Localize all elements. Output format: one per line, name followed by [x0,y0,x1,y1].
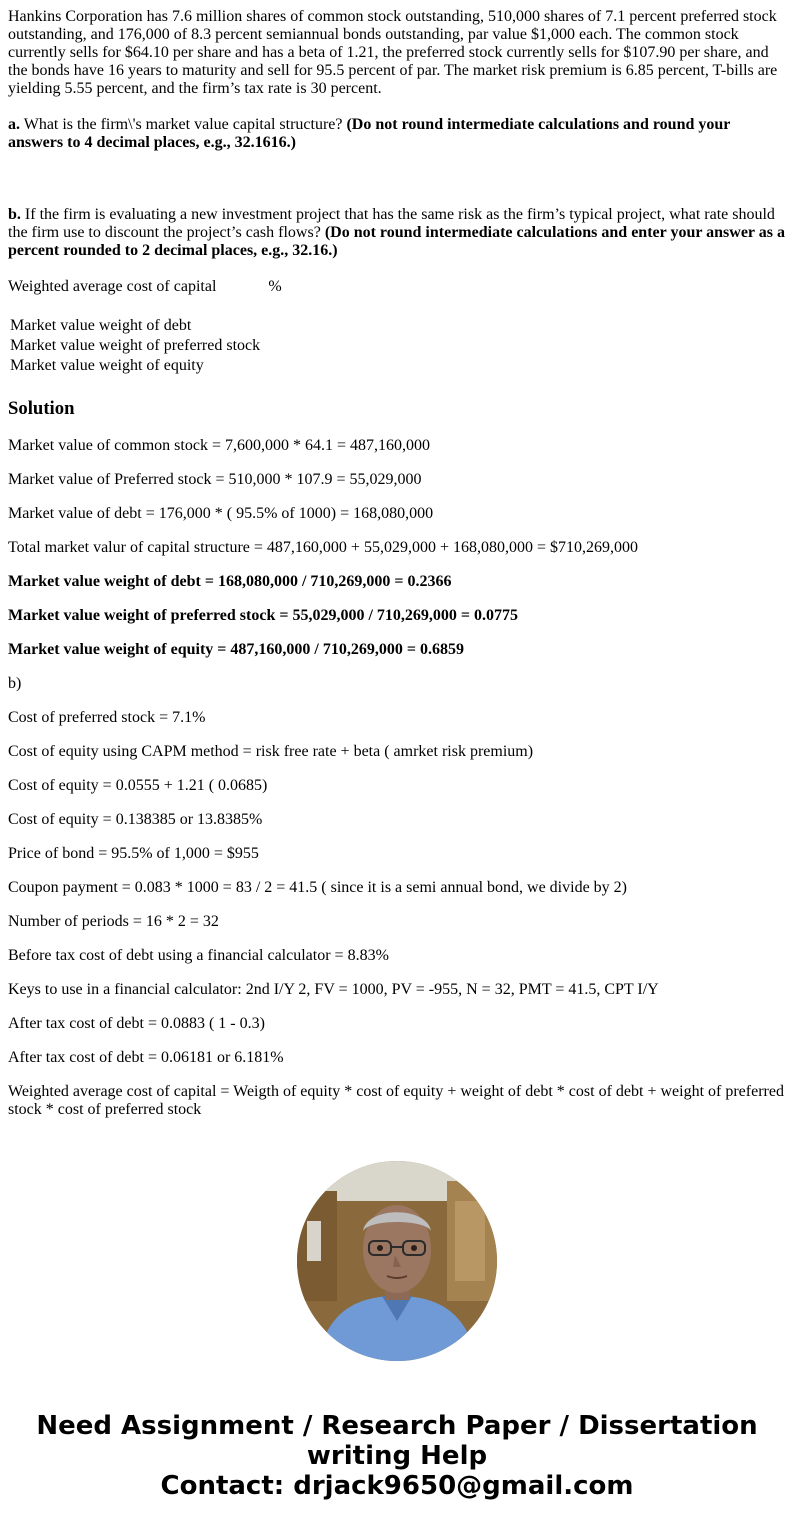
solution-line: Before tax cost of debt using a financial calculator = 8.83% [8,947,389,964]
solution-line: Cost of equity = 0.138385 or 13.8385% [8,811,263,828]
solution-body [8,437,786,1119]
part-a-label: a. [8,116,20,133]
promo-footer [0,1411,794,1501]
part-a-text: What is the firm\'s market value capital structure? [20,116,347,133]
wacc-label: Weighted average cost of capital [8,278,217,295]
solution-line: Market value of debt = 176,000 * ( 95.5% of 1000) = 168,080,000 [8,505,434,522]
footer-contact: Contact: drjack9650@gmail.com [160,1471,634,1501]
solution-line: Cost of preferred stock = 7.1% [8,709,206,726]
weights-table [8,316,786,376]
question-part-a [8,116,786,152]
wacc-unit: % [268,278,282,295]
page [0,8,794,1119]
weight-row-equity: Market value weight of equity [10,357,204,374]
solution-line-bold [8,641,786,659]
question-intro: Hankins Corporation has 7.6 million shares of common stock outstanding, 510,000 shares of 7.1 percent preferred stock outstanding, and 176,000 of 8.3 percent semiannual bonds outstanding, par value $1,000 each. The common stock currently sells for $64.10 per share and has a beta of 1.21, the preferred stock currently sells for $107.90 per share, and the bonds have 16 years to maturity and sell for 95.5 percent of par. The market risk premium is 6.85 percent, T-bills are yielding 5.55 percent, and the firm’s tax rate is 30 percent. [8,8,778,97]
solution-line: Price of bond = 95.5% of 1,000 = $955 [8,845,259,862]
weight-row-preferred: Market value weight of preferred stock [10,337,261,354]
solution-line-bold [8,607,786,625]
solution-line: Number of periods = 16 * 2 = 32 [8,913,219,930]
solution-heading: Solution [8,398,75,419]
weight-debt-result: Market value weight of debt = 168,080,000 / 710,269,000 = 0.2366 [8,573,452,590]
question-part-b [8,206,786,260]
weight-preferred-result: Market value weight of preferred stock = 55,029,000 / 710,269,000 = 0.0775 [8,607,519,624]
solution-line: Weighted average cost of capital = Weigth of equity * cost of equity + weight of debt * cost of debt + weight of preferred stock * cost of preferred stock [8,1083,784,1118]
solution-line-bold [8,573,786,591]
footer-line-1: Need Assignment / Research Paper / Dissertation [36,1411,758,1441]
solution-line: b) [8,675,22,692]
author-avatar [297,1161,497,1361]
solution-line: After tax cost of debt = 0.06181 or 6.181% [8,1049,284,1066]
part-b-text: If the firm is evaluating a new investment project that has the same risk as the firm’s typical project, what rate should the firm use to discount the project’s cash flows? [8,206,775,241]
footer-line-2: writing Help [306,1441,488,1471]
part-b-instruction: (Do not round intermediate calculations and enter your answer as a percent rounded to 2 decimal places, e.g., 32.16.) [8,224,785,259]
weight-row-debt: Market value weight of debt [10,317,192,334]
solution-line: Market value of common stock = 7,600,000 * 64.1 = 487,160,000 [8,437,430,454]
part-b-label: b. [8,206,21,223]
wacc-answer-row [8,278,786,296]
part-a-instruction: (Do not round intermediate calculations and round your answers to 4 decimal places, e.g., 32.1616.) [8,116,731,151]
solution-line: Coupon payment = 0.083 * 1000 = 83 / 2 = 41.5 ( since it is a semi annual bond, we divide by 2) [8,879,627,896]
author-photo-icon [297,1161,497,1361]
solution-line: After tax cost of debt = 0.0883 ( 1 - 0.3) [8,1015,265,1032]
solution-line: Keys to use in a financial calculator: 2nd I/Y 2, FV = 1000, PV = -955, N = 32, PMT = 41.5, CPT I/Y [8,981,659,998]
solution-line: Total market valur of capital structure = 487,160,000 + 55,029,000 + 168,080,000 = $710,269,000 [8,539,638,556]
solution-line: Cost of equity using CAPM method = risk free rate + beta ( amrket risk premium) [8,743,534,760]
solution-line: Market value of Preferred stock = 510,000 * 107.9 = 55,029,000 [8,471,422,488]
weight-equity-result: Market value weight of equity = 487,160,000 / 710,269,000 = 0.6859 [8,641,464,658]
solution-line: Cost of equity = 0.0555 + 1.21 ( 0.0685) [8,777,268,794]
